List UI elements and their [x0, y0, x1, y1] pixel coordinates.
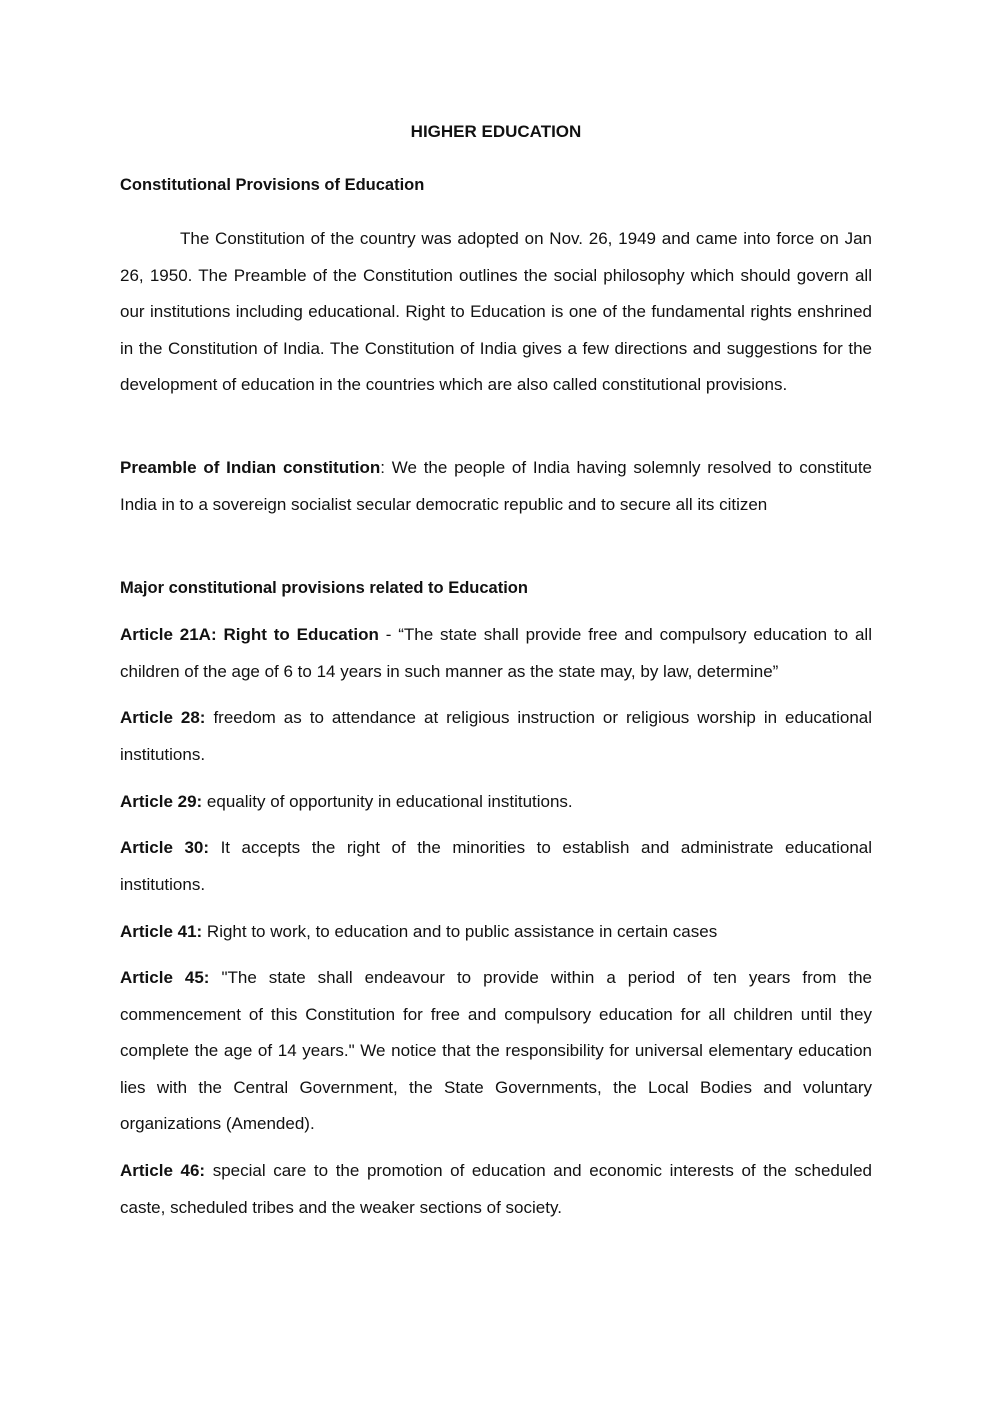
- intro-paragraph: The Constitution of the country was adopted on Nov. 26, 1949 and came into force on Jan 26, 1950. The Preamble of the Constitution outlines the social philosophy which should govern all our institutions including educational. Right to Education is one of the fundamental rights enshrined in the Constitution of India. The Constitution of India gives a few directions and suggestions for the development of education in the countries which are also called constitutional provisions.: [120, 229, 872, 395]
- document-title: HIGHER EDUCATION: [410, 122, 582, 141]
- section-heading: Constitutional Provisions of Education: [120, 176, 425, 194]
- preamble-text: : We the people of India having solemnly resolved to constitute India in to a sovereign socialist secular democratic republic and to secure all its citizen: [120, 458, 872, 514]
- preamble-paragraph: [120, 450, 872, 523]
- article-text: It accepts the right of the minorities to establish and administrate educational institutions.: [120, 838, 873, 894]
- article-text: freedom as to attendance at religious instruction or religious worship in educational institutions.: [120, 708, 873, 764]
- article-label: Article 45:: [120, 968, 210, 987]
- article-text: - “The state shall provide free and compulsory education to all children of the age of 6 to 14 years in such manner as the state may, by law, determine”: [120, 625, 872, 681]
- article-45-paragraph: [120, 960, 872, 1143]
- article-text: special care to the promotion of education and economic interests of the scheduled caste, scheduled tribes and the weaker sections of society.: [120, 1161, 872, 1217]
- preamble-label: Preamble of Indian constitution: [120, 458, 381, 477]
- article-30-paragraph: [120, 830, 872, 903]
- article-label: Article 28:: [120, 708, 206, 727]
- article-label: Article 41:: [120, 922, 203, 941]
- article-41-paragraph: [120, 914, 872, 951]
- article-text: "The state shall endeavour to provide within a period of ten years from the commencement of this Constitution for free and compulsory education for all children until they complete the age of 14 years." We notice that the responsibility for universal elementary education lies with the Central Government, the State Governments, the Local Bodies and voluntary organizations (Amended).: [120, 968, 873, 1134]
- article-label: Article 29:: [120, 792, 203, 811]
- article-29-paragraph: [120, 784, 872, 821]
- article-label: Article 46:: [120, 1161, 206, 1180]
- article-text: Right to work, to education and to public assistance in certain cases: [202, 922, 718, 941]
- article-label: Article 21A: Right to Education: [120, 625, 379, 644]
- article-46-paragraph: [120, 1153, 872, 1226]
- article-label: Article 30:: [120, 838, 210, 857]
- article-28-paragraph: [120, 700, 872, 773]
- article-21a-paragraph: [120, 617, 872, 690]
- article-text: equality of opportunity in educational institutions.: [202, 792, 573, 811]
- provisions-heading: Major constitutional provisions related to Education: [120, 579, 528, 597]
